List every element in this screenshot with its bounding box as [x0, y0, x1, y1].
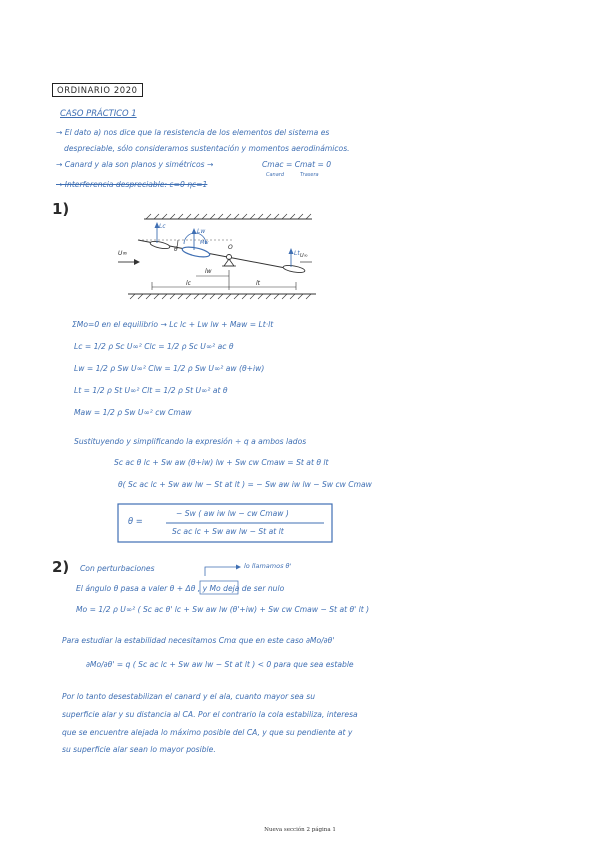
intro-line-2: despreciable, sólo consideramos sustentación y momentos aerodinámicos. [64, 144, 350, 153]
part-2-line-3: Para estudiar la estabilidad necesitamos Cmα que en este caso ∂Mo/∂θ' [62, 636, 335, 645]
intro-line-1: → El dato a) nos dice que la resistencia de los elementos del sistema es [56, 128, 330, 137]
tail-airfoil [283, 264, 306, 274]
part-1-number: 1) [52, 200, 70, 218]
exam-title: ORDINARIO 2020 [52, 83, 143, 97]
substitution-text: Sustituyendo y simplificando la expresión ÷ q a ambos lados [74, 437, 307, 446]
intro-line-4: → Interferencia despreciable: ε=0 ηc=1 [56, 180, 208, 189]
eq-Lt: Lt = 1/2 ρ St U∞² Clt = 1/2 ρ St U∞² at θ [74, 386, 228, 395]
eq-substituted-1: Sc ac θ lc + Sw aw (θ+iw) lw + Sw cw Cmaw = St at θ lt [114, 458, 329, 467]
label-Uinf-right: U∞ [300, 253, 308, 259]
eq-Maw: Maw = 1/2 ρ Sw U∞² cw Cmaw [74, 408, 192, 417]
conclusion-line-4: su superficie alar sean lo mayor posible. [62, 745, 216, 754]
part-2-line-2: Mo = 1/2 ρ U∞² ( Sc ac θ' lc + Sw aw lw (θ'+iw) + Sw cw Cmaw − St at θ' lt ) [76, 605, 370, 614]
eq-Lw: Lw = 1/2 ρ Sw U∞² Clw = 1/2 ρ Sw U∞² aw (θ+iw) [74, 364, 265, 373]
canard-airfoil [150, 240, 171, 250]
canard-label: Canard [266, 172, 285, 178]
label-lw: lw [205, 268, 212, 275]
tail-label: Trasera [300, 172, 319, 178]
label-Mw: Mw [200, 240, 209, 246]
label-lt: lt [256, 280, 261, 287]
conclusion-line-3: que se encuentre alejada lo máximo posible del CA, y que su pendiente at y [62, 728, 353, 737]
eq-substituted-2: θ( Sc ac lc + Sw aw lw − St at lt ) = − Sw aw iw lw − Sw cw Cmaw [118, 480, 372, 489]
part-2-number: 2) [52, 558, 70, 576]
conclusion-line-2: superficie alar y su distancia al CA. Por el contrario la cola estabiliza, interesa [62, 710, 358, 719]
top-wall-hatching [146, 214, 311, 219]
case-title: CASO PRÁCTICO 1 [60, 108, 137, 118]
label-Lt: Lt [294, 250, 300, 257]
label-lc: lc [186, 280, 191, 287]
result-theta: θ = [128, 516, 143, 526]
page-footer: Nueva sección 2 página 1 [264, 827, 336, 833]
part-2-line-1: El ángulo θ pasa a valer θ + Δθ , y Mo deja de ser nulo [76, 584, 285, 593]
part-2-annotation: lo llamamos θ' [244, 562, 292, 570]
conclusion-line-1: Por lo tanto desestabilizan el canard y el ala, cuanto mayor sea su [62, 692, 316, 701]
bottom-wall-hatching [130, 294, 311, 299]
wing-airfoil [181, 245, 210, 259]
label-origin: O [228, 244, 233, 251]
label-Lw: Lw [197, 228, 206, 235]
result-numerator: − Sw ( aw iw lw − cw Cmaw ) [176, 509, 289, 518]
eq-Lc: Lc = 1/2 ρ Sc U∞² Clc = 1/2 ρ Sc U∞² ac θ [74, 342, 234, 351]
intro-line-3b: Cmac = Cmat = 0 [262, 160, 332, 169]
label-Lc: Lc [159, 223, 166, 230]
part-2-line-4: ∂Mo/∂θ' = q ( Sc ac lc + Sw aw lw − St at lt ) < 0 para que sea estable [86, 660, 354, 669]
label-theta: θ [174, 246, 178, 253]
result-denominator: Sc ac lc + Sw aw lw − St at lt [172, 527, 284, 536]
part-2-title: Con perturbaciones [80, 564, 155, 573]
intro-line-3a: → Canard y ala son planos y simétricos → [56, 160, 214, 169]
label-Uinf-left: U∞ [118, 250, 128, 257]
eq-moment-balance: ΣMo=0 en el equilibrio → Lc lc + Lw lw + Maw = Lt·lt [72, 320, 274, 329]
